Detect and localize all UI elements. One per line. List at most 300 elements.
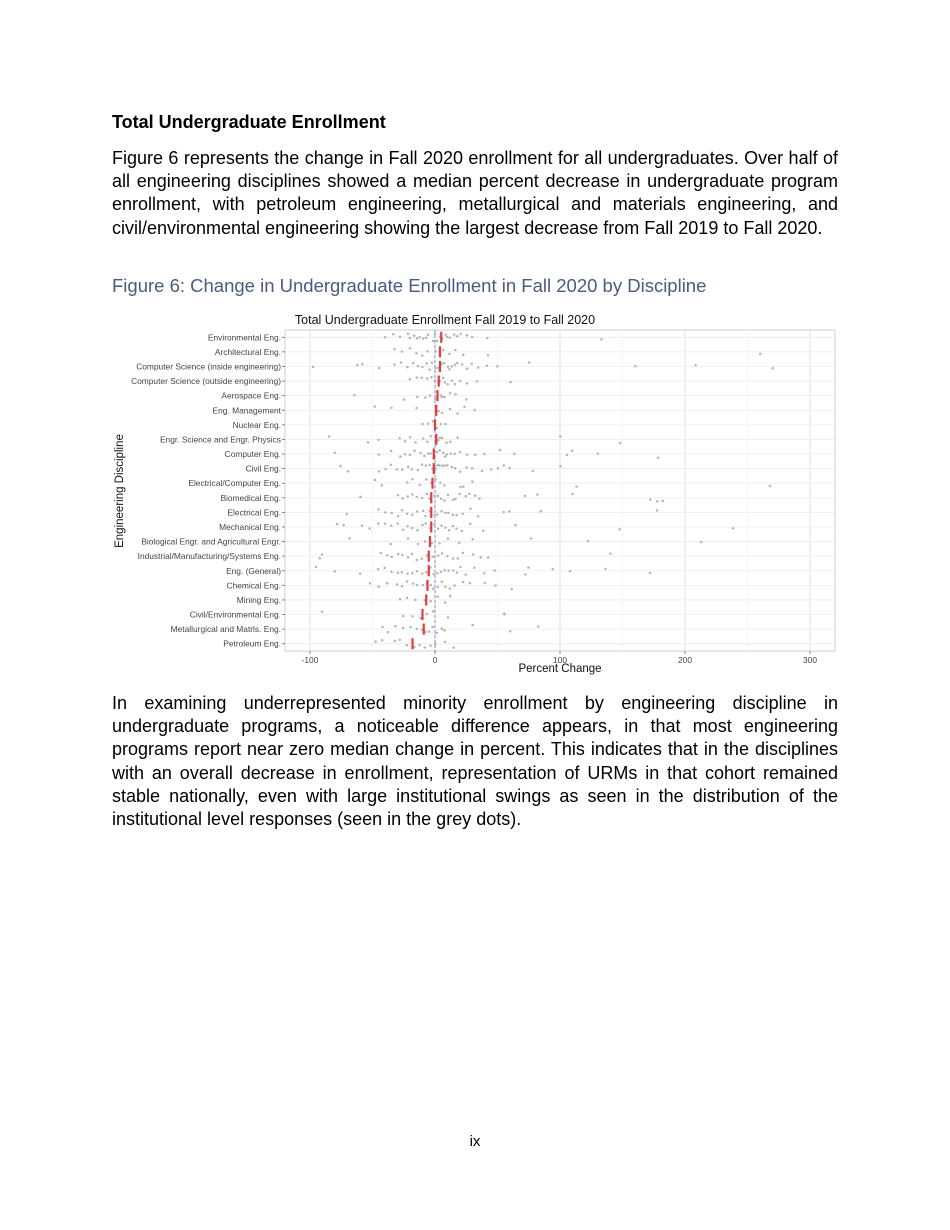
institution-point (378, 470, 381, 473)
institution-point (417, 543, 420, 546)
y-tick-label: Electrical/Computer Eng. (188, 478, 281, 489)
institution-point (524, 573, 527, 576)
institution-point (462, 581, 465, 584)
institution-point (421, 366, 424, 369)
institution-point (423, 455, 426, 458)
institution-point (465, 398, 468, 401)
institution-point (416, 584, 419, 587)
institution-point (446, 336, 449, 339)
institution-point (459, 451, 462, 454)
institution-point (436, 340, 439, 343)
institution-point (444, 333, 447, 336)
section-heading: Total Undergraduate Enrollment (112, 112, 386, 132)
institution-point (421, 354, 424, 357)
institution-point (444, 526, 447, 529)
institution-point (469, 582, 472, 585)
institution-point (530, 537, 533, 540)
institution-point (536, 493, 539, 496)
institution-point (443, 396, 446, 399)
institution-point (386, 582, 389, 585)
institution-point (456, 571, 459, 574)
institution-point (490, 468, 493, 471)
institution-point (411, 572, 414, 575)
institution-point (377, 568, 380, 571)
institution-point (430, 435, 433, 438)
institution-point (403, 398, 406, 401)
institution-point (409, 378, 412, 381)
institution-point (411, 553, 414, 556)
institution-point (406, 495, 409, 498)
institution-point (448, 368, 451, 371)
institution-point (447, 512, 450, 515)
institution-point (434, 367, 437, 370)
institution-point (466, 453, 469, 456)
institution-point (381, 639, 384, 642)
institution-point (513, 452, 516, 455)
institution-point (483, 582, 486, 585)
institution-point (450, 466, 453, 469)
institution-point (483, 453, 486, 456)
institution-point (384, 336, 387, 339)
institution-point (619, 442, 622, 445)
institution-point (427, 452, 430, 455)
institution-point (336, 523, 339, 526)
y-tick-label: Chemical Eng. (226, 580, 281, 591)
institution-point (377, 522, 380, 525)
institution-point (429, 394, 432, 397)
institution-point (346, 513, 349, 516)
institution-point (424, 515, 427, 518)
institution-point (399, 639, 402, 642)
institution-point (396, 522, 399, 525)
institution-point (400, 361, 403, 364)
institution-point (452, 569, 455, 572)
institution-point (440, 570, 443, 573)
institution-point (409, 626, 412, 629)
institution-point (436, 464, 439, 467)
x-tick-label: 100 (553, 655, 567, 665)
institution-point (409, 436, 412, 439)
institution-point (407, 466, 410, 469)
institution-point (453, 584, 456, 587)
institution-point (402, 615, 405, 618)
institution-point (656, 509, 659, 512)
institution-point (649, 498, 652, 501)
institution-point (609, 552, 612, 555)
institution-point (571, 493, 574, 496)
institution-point (422, 337, 425, 340)
institution-point (454, 363, 457, 366)
institution-point (437, 554, 440, 557)
institution-point (571, 449, 574, 452)
y-tick-label: Nuclear Eng. (232, 419, 281, 430)
institution-point (469, 522, 472, 525)
institution-point (401, 554, 404, 557)
institution-point (537, 625, 540, 628)
institution-point (377, 508, 380, 511)
figure-caption: Figure 6: Change in Undergraduate Enrollment in Fall 2020 by Discipline (112, 275, 707, 296)
institution-point (455, 528, 458, 531)
y-tick-label: Engr. Science and Engr. Physics (159, 434, 281, 445)
y-tick-label: Biological Engr. and Agricultural Engr. (141, 536, 281, 547)
y-tick-label: Architectural Eng. (214, 346, 281, 357)
institution-point (359, 496, 362, 499)
institution-point (471, 363, 474, 366)
institution-point (462, 354, 465, 357)
institution-point (416, 396, 419, 399)
institution-point (361, 363, 364, 366)
institution-point (429, 600, 432, 603)
institution-point (411, 493, 414, 496)
institution-point (432, 610, 435, 613)
institution-point (508, 510, 511, 513)
institution-point (432, 420, 435, 423)
institution-point (436, 632, 439, 635)
institution-point (448, 353, 451, 356)
y-tick-label: Eng. Management (212, 405, 281, 416)
institution-point (604, 568, 607, 571)
institution-point (429, 584, 432, 587)
institution-point (486, 364, 489, 367)
institution-point (393, 348, 396, 351)
institution-point (434, 350, 437, 353)
institution-point (469, 507, 472, 510)
institution-point (434, 397, 437, 400)
institution-point (378, 586, 381, 589)
institution-point (406, 597, 409, 600)
institution-point (406, 580, 409, 583)
institution-point (446, 464, 449, 467)
institution-point (528, 361, 531, 364)
institution-point (509, 630, 512, 633)
institution-point (496, 365, 499, 368)
y-tick-label: Industrial/Manufacturing/Systems Eng. (137, 551, 281, 562)
institution-point (401, 497, 404, 500)
institution-point (473, 566, 476, 569)
y-tick-label: Civil Eng. (245, 463, 281, 474)
institution-point (429, 452, 432, 455)
institution-point (426, 350, 429, 353)
institution-point (440, 525, 443, 528)
institution-point (540, 510, 543, 513)
institution-point (449, 408, 452, 411)
institution-point (390, 571, 393, 574)
institution-point (380, 552, 383, 555)
institution-point (428, 368, 431, 371)
institution-point (426, 493, 429, 496)
institution-point (342, 524, 345, 527)
institution-point (434, 478, 437, 481)
institution-point (384, 468, 387, 471)
institution-point (396, 468, 399, 471)
institution-point (502, 464, 505, 467)
institution-point (392, 333, 395, 336)
institution-point (353, 394, 356, 397)
institution-point (416, 570, 419, 573)
institution-point (417, 365, 420, 368)
institution-point (404, 440, 407, 443)
institution-point (431, 361, 434, 364)
institution-point (453, 453, 456, 456)
institution-point (404, 453, 407, 456)
institution-point (452, 646, 455, 649)
institution-point (434, 379, 437, 382)
institution-point (494, 584, 497, 587)
institution-point (600, 338, 603, 341)
institution-point (451, 365, 454, 368)
institution-point (390, 464, 393, 467)
y-tick-label: Mining Eng. (236, 594, 281, 605)
institution-point (459, 470, 462, 473)
institution-point (481, 470, 484, 473)
institution-point (444, 640, 447, 643)
institution-point (383, 567, 386, 570)
institution-point (415, 407, 418, 410)
chart-title: Total Undergraduate Enrollment Fall 2019 to Fall 2020 (294, 313, 596, 327)
institution-point (413, 334, 416, 337)
institution-point (414, 598, 417, 601)
institution-point (463, 406, 466, 409)
institution-point (482, 530, 485, 533)
institution-point (439, 449, 442, 452)
institution-point (402, 528, 405, 531)
institution-point (458, 493, 461, 496)
y-tick-label: Computer Eng. (224, 449, 281, 460)
institution-point (406, 644, 409, 647)
institution-point (449, 441, 452, 444)
institution-point (473, 409, 476, 412)
institution-point (434, 643, 437, 646)
institution-point (438, 542, 441, 545)
institution-point (468, 493, 471, 496)
institution-point (444, 512, 447, 515)
institution-point (443, 362, 446, 365)
institution-point (378, 453, 381, 456)
institution-point (428, 630, 431, 633)
institution-point (483, 572, 486, 575)
institution-point (374, 405, 377, 408)
institution-point (421, 376, 424, 379)
institution-point (454, 383, 457, 386)
y-tick-label: Eng. (General) (226, 565, 281, 576)
institution-point (464, 495, 467, 498)
institution-point (432, 587, 435, 590)
institution-point (433, 523, 436, 526)
institution-point (657, 456, 660, 459)
intro-paragraph: Figure 6 represents the change in Fall 2020 enrollment for all undergraduates. Over half of all engineering disciplines showed a median percent decrease in undergraduate program enrollment, with petroleum engineering, metallurgical and materials engineering, and civil/environmental engineering showing the largest decrease from Fall 2019 to Fall 2020. (112, 148, 838, 238)
institution-point (434, 333, 437, 336)
institution-point (437, 586, 440, 589)
institution-point (440, 510, 443, 513)
institution-point (437, 494, 440, 497)
institution-point (694, 364, 697, 367)
institution-point (444, 381, 447, 384)
institution-point (401, 350, 404, 353)
y-tick-label: Computer Science (inside engineering) (136, 361, 281, 372)
institution-point (348, 537, 351, 540)
institution-point (425, 362, 428, 365)
institution-point (649, 572, 652, 575)
institution-point (399, 455, 402, 458)
institution-point (391, 556, 394, 559)
institution-point (428, 464, 431, 467)
institution-point (455, 514, 458, 517)
institution-point (397, 553, 400, 556)
institution-point (397, 572, 400, 575)
institution-point (478, 497, 481, 500)
institution-point (447, 383, 450, 386)
institution-point (421, 572, 424, 575)
institution-point (447, 569, 450, 572)
institution-point (454, 498, 457, 501)
institution-point (471, 624, 474, 627)
institution-point (390, 450, 393, 453)
y-tick-labels (131, 332, 285, 648)
y-tick-label: Mechanical Eng. (219, 521, 281, 532)
institution-point (503, 613, 506, 616)
institution-point (401, 585, 404, 588)
institution-point (443, 484, 446, 487)
institution-point (454, 393, 457, 396)
institution-point (449, 595, 452, 598)
institution-point (436, 572, 439, 575)
institution-point (398, 437, 401, 440)
institution-point (411, 527, 414, 530)
institution-point (456, 412, 459, 415)
institution-point (406, 572, 409, 575)
institution-point (497, 467, 500, 470)
institution-point (334, 570, 337, 573)
institution-point (389, 543, 392, 546)
institution-point (432, 340, 435, 343)
institution-point (453, 333, 456, 336)
institution-point (656, 500, 659, 503)
institution-point (421, 423, 424, 426)
institution-point (412, 362, 415, 365)
institution-point (457, 557, 460, 560)
institution-point (439, 481, 442, 484)
institution-point (416, 496, 419, 499)
institution-point (409, 337, 412, 340)
institution-point (418, 336, 421, 339)
institution-point (413, 449, 416, 452)
institution-point (479, 556, 482, 559)
institution-point (441, 628, 444, 631)
institution-point (442, 452, 445, 455)
institution-point (509, 381, 512, 384)
institution-point (440, 498, 443, 501)
institution-point (471, 538, 474, 541)
institution-point (476, 380, 479, 383)
institution-point (437, 527, 440, 530)
institution-point (597, 452, 600, 455)
institution-point (466, 368, 469, 371)
institution-point (390, 524, 393, 527)
y-tick-label: Petroleum Eng. (223, 638, 281, 649)
institution-point (402, 627, 405, 630)
institution-point (441, 412, 444, 415)
institution-point (399, 336, 402, 339)
institution-point (445, 442, 448, 445)
institution-point (321, 553, 324, 556)
institution-point (456, 335, 459, 338)
x-tick-label: 0 (432, 655, 438, 665)
institution-point (416, 510, 419, 513)
institution-point (427, 422, 430, 425)
institution-point (406, 525, 409, 528)
institution-point (587, 540, 590, 543)
x-tick-label: 200 (678, 655, 692, 665)
institution-point (451, 379, 454, 382)
institution-point (418, 484, 421, 487)
institution-point (462, 552, 465, 555)
institution-point (401, 571, 404, 574)
institution-point (437, 410, 440, 413)
institution-point (422, 510, 425, 513)
institution-point (447, 366, 450, 369)
institution-point (449, 452, 452, 455)
institution-point (443, 569, 446, 572)
institution-point (412, 582, 415, 585)
institution-point (452, 499, 455, 502)
institution-point (416, 337, 419, 340)
institution-point (569, 570, 572, 573)
institution-point (441, 437, 444, 440)
institution-point (424, 522, 427, 525)
y-axis-label: Engineering Discipline (114, 434, 126, 548)
institution-point (411, 514, 414, 517)
institution-point (386, 554, 389, 557)
institution-point (474, 453, 477, 456)
institution-point (426, 377, 429, 380)
institution-point (397, 515, 400, 518)
y-tick-label: Electrical Eng. (227, 507, 281, 518)
institution-point (374, 640, 377, 643)
institution-point (449, 587, 452, 590)
x-tick-label: -100 (301, 655, 319, 665)
institution-point (444, 586, 447, 589)
institution-point (430, 376, 433, 379)
institution-point (477, 515, 480, 518)
institution-point (759, 353, 762, 356)
urm-paragraph: In examining underrepresented minority enrollment by engineering discipline in undergraduate programs, a noticeable difference appears, in that most engineering programs report near zero median change in percent. This indicates that in the disciplines with an overall decrease in enrollment, representation of URMs in that cohort remained stable nationally, even with large institutional swings as seen in the distribution of the institutional level responses (seen in the grey dots). (112, 693, 838, 830)
institution-point (407, 556, 410, 559)
institution-point (532, 470, 535, 473)
institution-point (401, 468, 404, 471)
institution-point (426, 613, 429, 616)
institution-point (397, 494, 400, 497)
institution-point (347, 470, 350, 473)
institution-point (319, 557, 322, 560)
institution-point (425, 478, 428, 481)
institution-point (447, 537, 450, 540)
institution-point (339, 465, 342, 468)
institution-point (461, 363, 464, 366)
institution-point (431, 556, 434, 559)
institution-point (416, 376, 419, 379)
institution-point (502, 511, 505, 514)
institution-point (474, 494, 477, 497)
x-axis-label: Percent Change (518, 663, 602, 675)
institution-point (415, 352, 418, 355)
institution-point (575, 485, 578, 488)
institution-point (416, 559, 419, 562)
institution-point (421, 463, 424, 466)
institution-point (409, 454, 412, 457)
institution-point (399, 598, 402, 601)
institution-point (312, 366, 315, 369)
institution-point (447, 494, 450, 497)
